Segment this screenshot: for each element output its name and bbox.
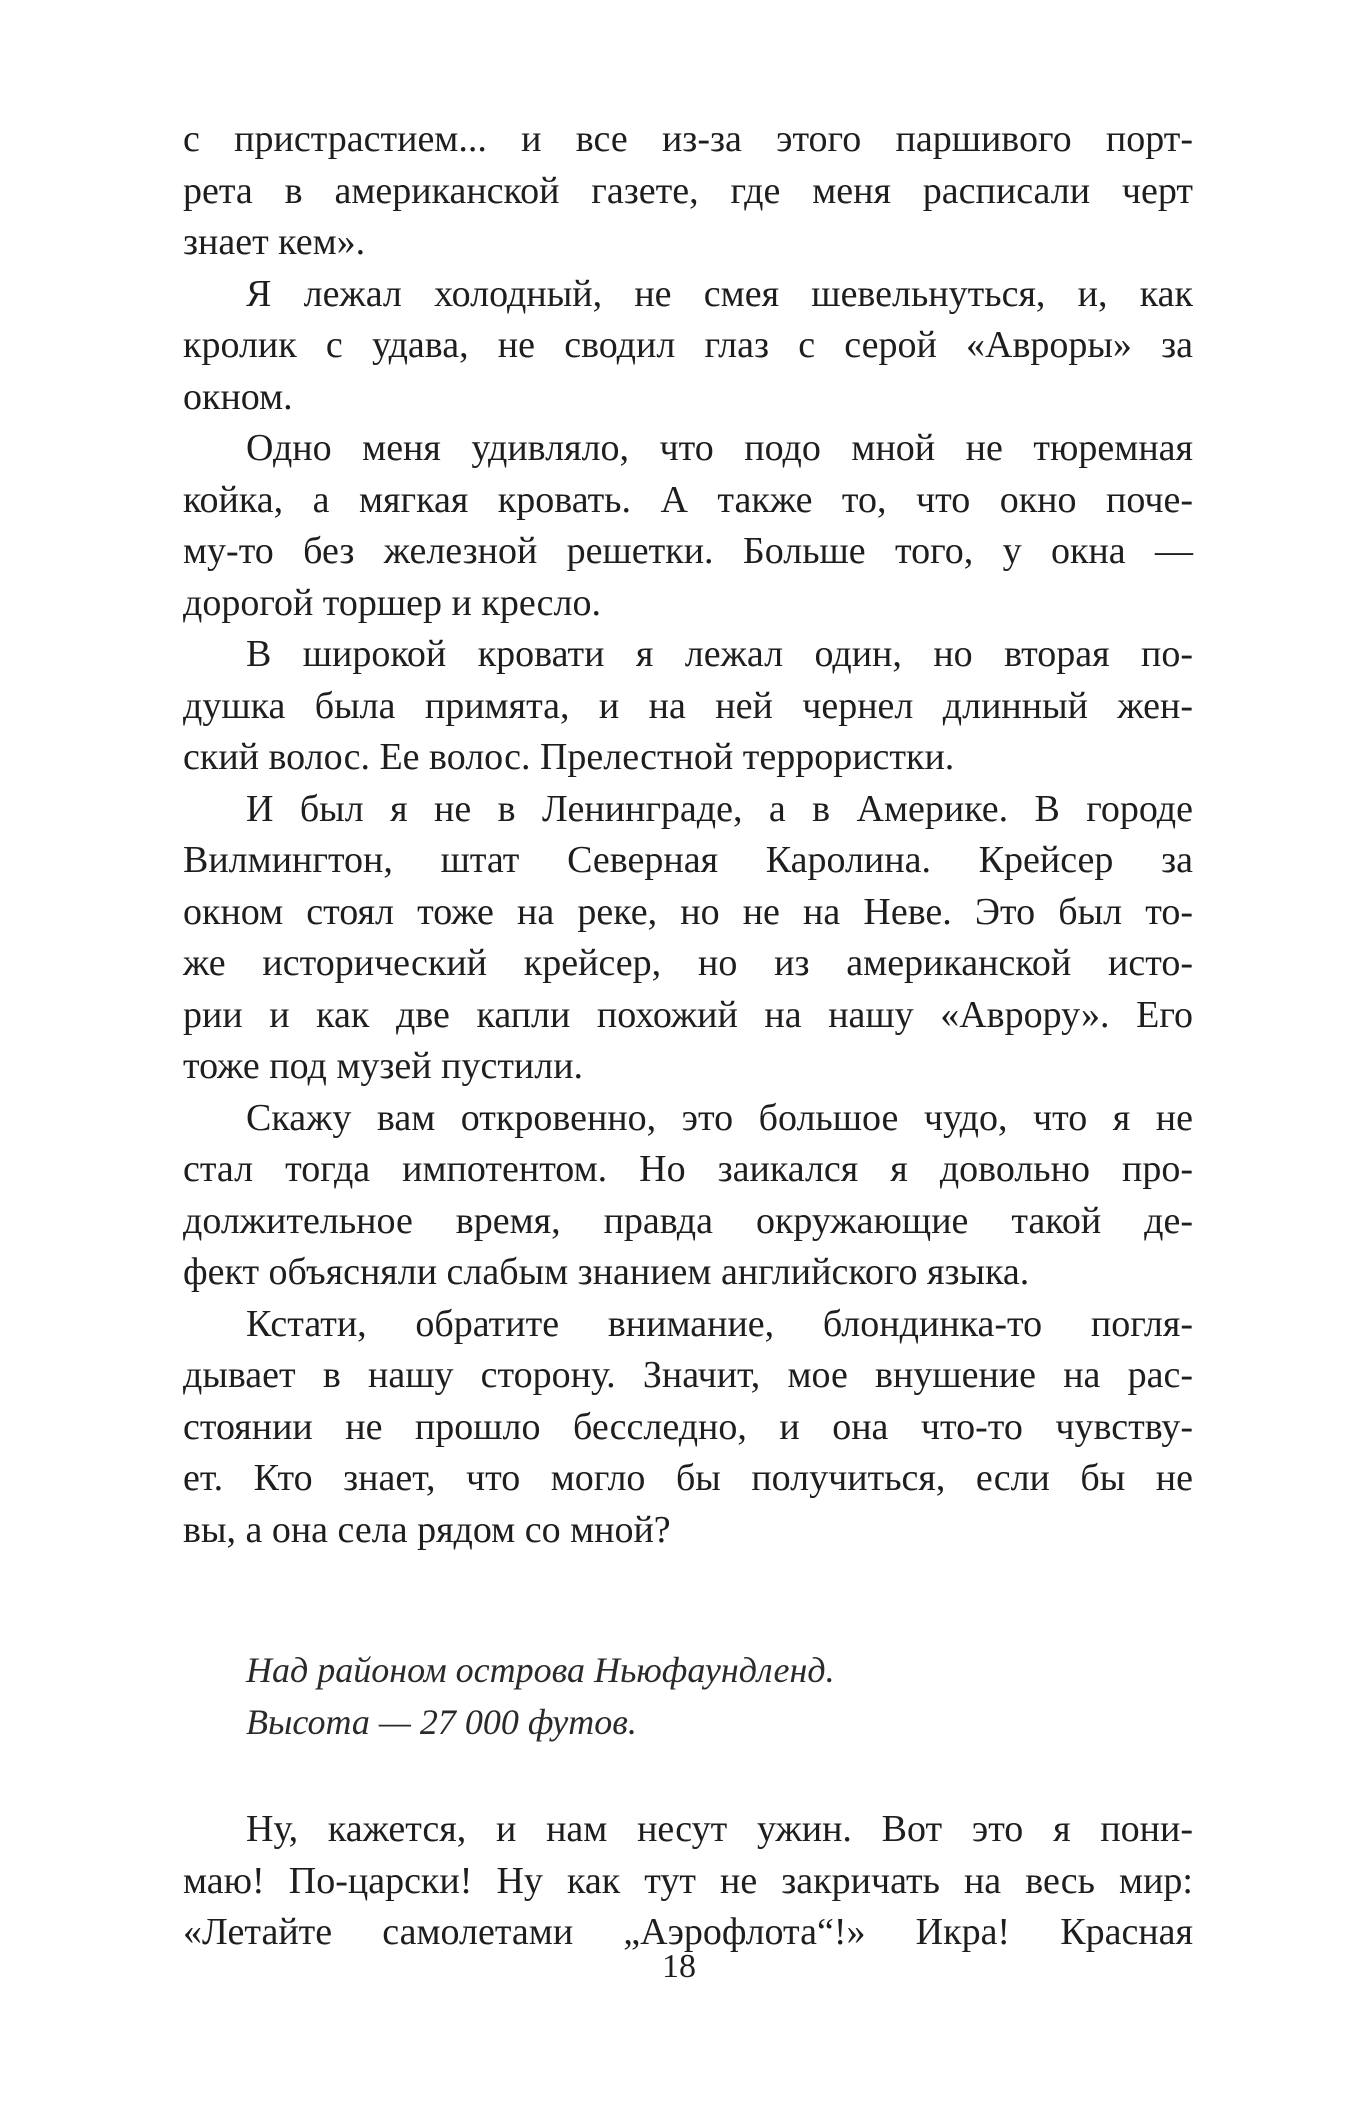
scene-location: Над районом острова Ньюфаундленд. [246, 1650, 835, 1690]
text-line: Кстати, обратите внимание, блондинка-то погля- [246, 1302, 1193, 1345]
text-line: ский волос. Ее волос. Прелестной террористки. [183, 736, 955, 778]
paragraph-after-heading [183, 1804, 1193, 1959]
text-line: стоянии не прошло бесследно, и она что-то чувству- [183, 1405, 1193, 1448]
text-line: фект объясняли слабым знанием английского языка. [183, 1251, 1030, 1293]
text-line: знает кем». [183, 221, 366, 263]
text-line: же исторический крейсер, но из американской исто- [183, 942, 1193, 984]
text-line: маю! По-царски! Ну как тут не закричать на весь мир: [183, 1859, 1193, 1902]
text-line: Я лежал холодный, не смея шевельнуться, и, как [246, 272, 1193, 315]
text-line: Вилмингтон, штат Северная Каролина. Крейсер за [183, 839, 1193, 881]
text-line: В широкой кровати я лежал один, но вторая по- [246, 633, 1193, 675]
paragraph [183, 423, 1193, 629]
paragraph-continuation [183, 114, 1193, 269]
page-number: 18 [662, 1948, 696, 1985]
text-line: окном. [183, 375, 293, 418]
paragraph [183, 629, 1193, 784]
text-line: Одно меня удивляло, что подо мной не тюремная [246, 427, 1193, 469]
text-line: «Летайте самолетами „Аэрофлота“!» Икра! Красная [183, 1911, 1193, 1953]
scene-altitude: Высота — 27 000 футов. [246, 1702, 637, 1742]
text-line: с пристрастием... и все из-за этого паршивого порт- [183, 118, 1193, 160]
paragraph [183, 269, 1193, 424]
text-line: дывает в нашу сторону. Значит, мое внушение на рас- [183, 1354, 1193, 1396]
text-line: стал тогда импотентом. Но заикался я довольно про- [183, 1148, 1193, 1190]
text-line: должительное время, правда окружающие такой де- [183, 1199, 1193, 1242]
text-line: рета в американской газете, где меня расписали черт [183, 169, 1193, 212]
paragraph [183, 1093, 1193, 1299]
text-line: койка, а мягкая кровать. А также то, что окно поче- [183, 478, 1193, 521]
text-line: кролик с удава, не сводил глаз с серой «Авроры» за [183, 324, 1193, 366]
scene-heading [183, 1644, 1193, 1748]
text-line: дорогой торшер и кресло. [183, 581, 601, 624]
text-line: рии и как две капли похожий на нашу «Аврору». Его [183, 993, 1193, 1036]
text-line: тоже под музей пустили. [183, 1045, 584, 1087]
text-line: му-то без железной решетки. Больше того, у окна — [183, 530, 1193, 572]
text-line: Скажу вам откровенно, это большое чудо, что я не [246, 1096, 1193, 1139]
text-line: ет. Кто знает, что могло бы получиться, если бы не [183, 1457, 1193, 1499]
text-line: И был я не в Ленинграде, а в Америке. В городе [246, 787, 1193, 830]
text-line: вы, а она села рядом со мной? [183, 1508, 671, 1551]
text-line: Ну, кажется, и нам несут ужин. Вот это я пони- [246, 1808, 1193, 1850]
paragraph [183, 1299, 1193, 1557]
text-line: окном стоял тоже на реке, но не на Неве. Это был то- [183, 890, 1193, 933]
paragraph [183, 784, 1193, 1093]
text-line: душка была примята, и на ней чернел длинный жен- [183, 684, 1193, 727]
page-body [183, 114, 1193, 1959]
